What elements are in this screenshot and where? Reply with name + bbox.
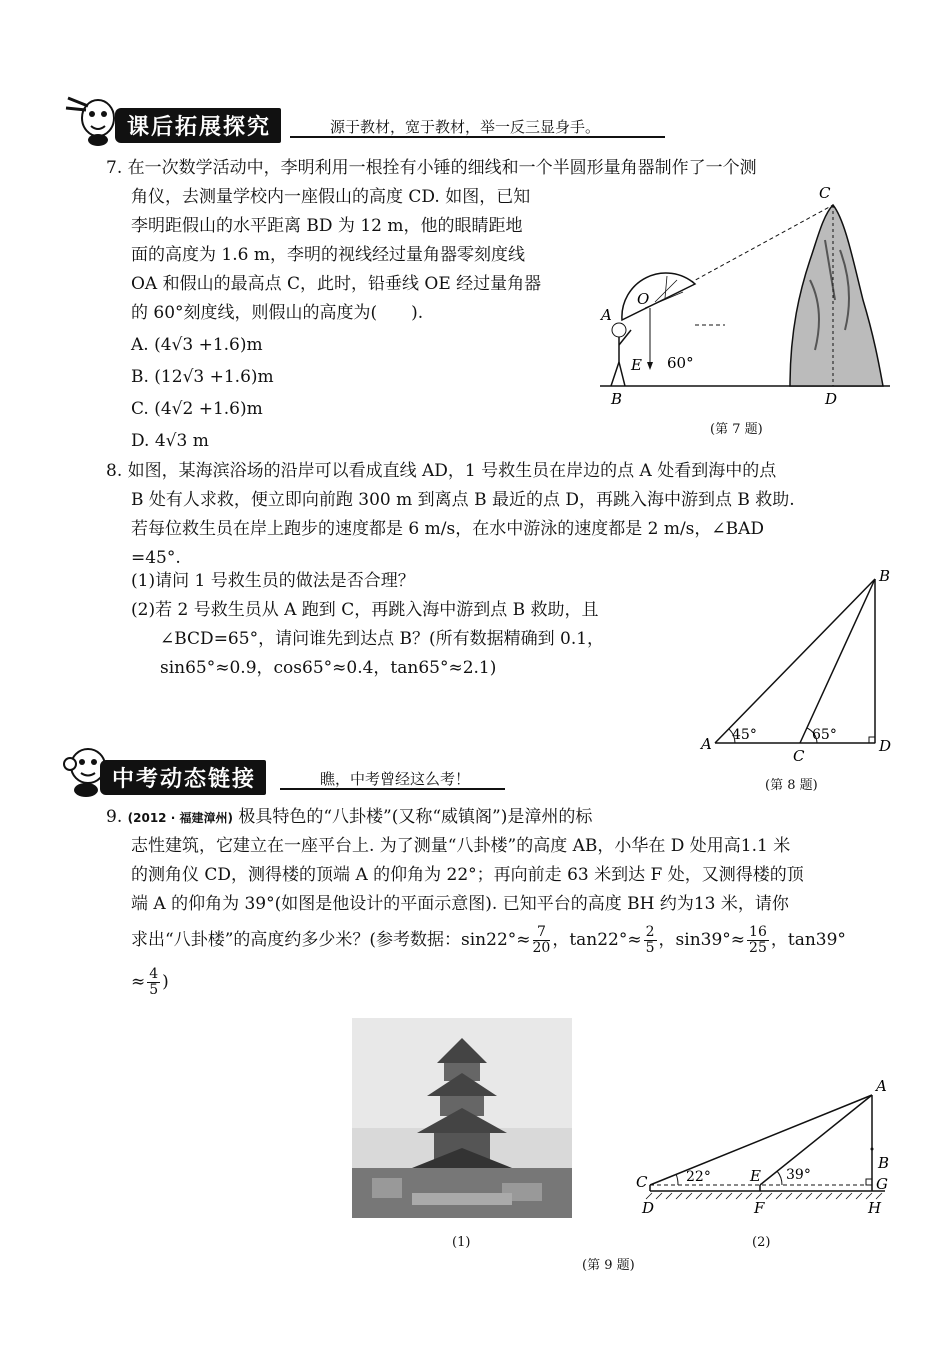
q7-caption: (第 7 题) [710, 422, 763, 437]
q8-caption: (第 8 题) [765, 778, 818, 793]
pagoda-photo [352, 1018, 572, 1218]
section-subtitle: 源于教材，宽于教材，举一反三显身手。 [330, 118, 601, 136]
q9-text: ，sin39°≈ [658, 930, 746, 950]
q9-number: 9. [106, 807, 123, 827]
q9-line-ref2 [131, 962, 169, 1002]
q9-text: ，tan39° [770, 930, 846, 950]
q9-line: 的测角仪 CD，测得楼的顶端 A 的仰角为 22°；再向前走 63 米到达 F 处，又测得楼的顶 [131, 865, 804, 885]
fig-label-b: B [611, 390, 623, 408]
rock-shape [790, 205, 883, 386]
denominator: 5 [149, 982, 159, 998]
fraction [747, 925, 769, 956]
section-subtitle: 瞧，中考曾经这么考！ [320, 770, 471, 788]
fig-label-22: 22° [686, 1169, 711, 1185]
q7-figure [595, 180, 895, 410]
fig-label-b: B [879, 567, 891, 585]
fig-label-d: D [642, 1199, 655, 1217]
q9-text: ) [162, 972, 169, 992]
q9-line-ref [131, 920, 846, 960]
fig-label-a: A [601, 306, 612, 324]
q7-option-c: C. (4√2 +1.6)m [131, 399, 263, 419]
numerator: 4 [149, 966, 159, 982]
fig-label-65: 65° [812, 727, 837, 743]
q7-line: OA 和假山的最高点 C，此时，铅垂线 OE 经过量角器 [131, 274, 542, 294]
q8-figure [695, 565, 905, 765]
q8-sub2: sin65°≈0.9，cos65°≈0.4，tan65°≈2.1) [160, 658, 497, 678]
q9-line: 极具特色的“八卦楼”(又称“威镇阁”)是漳州的标 [238, 807, 593, 827]
q9-diagram [630, 1075, 900, 1225]
fraction [644, 925, 657, 956]
fraction [147, 967, 160, 998]
q8-sub1: (1)请问 1 号救生员的做法是否合理？ [131, 571, 415, 591]
fig-label-h: H [868, 1199, 882, 1217]
q7-line: 面的高度为 1.6 m，李明的视线经过量角器零刻度线 [131, 245, 525, 265]
fig-label-e: E [750, 1167, 761, 1185]
q9-source: (2012 · 福建漳州) [127, 811, 233, 825]
q9-text: ，tan22°≈ [552, 930, 642, 950]
q9-first-line [106, 804, 706, 831]
numerator: 2 [645, 924, 655, 940]
denominator: 20 [532, 940, 551, 956]
q7-line: 李明距假山的水平距离 BD 为 12 m，他的眼睛距地 [131, 216, 523, 236]
fig-label-c: C [793, 747, 805, 765]
q7-line: 角仪，去测量学校内一座假山的高度 CD. 如图，已知 [131, 187, 531, 207]
fig-label-a: A [701, 735, 712, 753]
fig-label-e: E [631, 356, 642, 374]
denominator: 25 [749, 940, 767, 956]
q8-line: 若每位救生员在岸上跑步的速度都是 6 m/s，在水中游泳的速度都是 2 m/s，∠BAD [131, 519, 765, 539]
q8-sub2: ∠BCD=65°，请问谁先到达点 B？(所有数据精确到 0.1， [160, 629, 605, 649]
q7-option-b: B. (12√3 +1.6)m [131, 367, 274, 387]
figure-caption-2: (2) [752, 1235, 771, 1250]
denominator: 5 [645, 940, 655, 956]
q7-option-a: A. (4√3 +1.6)m [131, 335, 263, 355]
fig-label-a: A [876, 1077, 887, 1095]
fig-label-45: 45° [732, 727, 757, 743]
q8-sub2: (2)若 2 号救生员从 A 跑到 C，再跳入海中游到点 B 救助，且 [131, 600, 599, 620]
fig-label-d: D [825, 390, 838, 408]
section-title: 课后拓展探究 [115, 108, 281, 143]
numerator: 7 [533, 925, 551, 941]
fig-label-c: C [819, 184, 831, 202]
q8-line: B 处有人求救，便立即向前跑 300 m 到离点 B 最近的点 D，再跳入海中游到点 B 救助. [131, 490, 795, 510]
q9-caption: (第 9 题) [582, 1258, 635, 1273]
fig-label-f: F [754, 1199, 765, 1217]
fig-label-39: 39° [786, 1167, 811, 1183]
fig-label-c: C [636, 1173, 648, 1191]
q9-line: 端 A 的仰角为 39°(如图是他设计的平面示意图). 已知平台的高度 BH 约为13 米，请你 [131, 894, 789, 914]
q7-line: 的 60°刻度线，则假山的高度为( ). [131, 303, 424, 323]
q7-option-d: D. 4√3 m [131, 431, 209, 451]
q9-text: ≈ [131, 972, 146, 992]
fraction [533, 925, 551, 956]
q9-text: 求出“八卦楼”的高度约多少米？(参考数据：sin22°≈ [131, 930, 531, 950]
fig-label-b: B [878, 1154, 890, 1172]
fig-label-g: G [876, 1175, 888, 1193]
q9-line: 志性建筑，它建立在一座平台上. 为了测量“八卦楼”的高度 AB，小华在 D 处用高1.1 米 [131, 836, 791, 856]
q8-line: 8. 如图，某海滨浴场的沿岸可以看成直线 AD，1 号救生员在岸边的点 A 处看到海中的点 [106, 461, 777, 481]
numerator: 16 [749, 924, 767, 940]
fig-label-angle: 60° [667, 354, 694, 372]
q7-line: 7. 在一次数学活动中，李明利用一根拴有小锤的细线和一个半圆形量角器制作了一个测 [106, 158, 757, 178]
figure-caption-1: (1) [452, 1235, 471, 1250]
fig-label-d: D [879, 737, 892, 755]
fig-label-o: O [637, 290, 650, 308]
q8-line: =45°. [131, 548, 181, 568]
section-title: 中考动态链接 [100, 760, 266, 795]
